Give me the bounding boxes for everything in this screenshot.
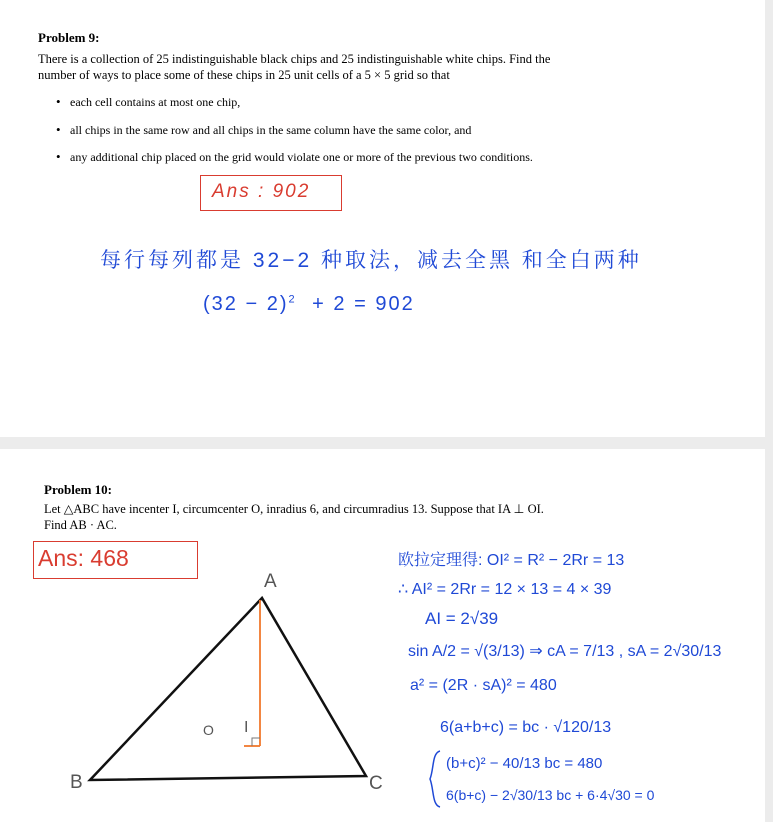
- work-line-2: ∴ AI² = 2Rr = 12 × 13 = 4 × 39: [398, 581, 612, 598]
- work-line-6: 6(a+b+c) = bc · √120/13: [440, 719, 612, 736]
- vertex-c-label: C: [369, 773, 383, 794]
- problem-9-bullet-2: • all chips in the same row and all chips in the same column have the same color, and: [70, 123, 471, 138]
- system-brace: [428, 749, 442, 809]
- work-line-8: 6(b+c) − 2√30/13 bc + 6·4√30 = 0: [446, 787, 655, 803]
- problem-10-answer: Ans: 468: [38, 545, 129, 571]
- problem-9-text-line1: There is a collection of 25 indistinguishable black chips and 25 indistinguishable white chips. Find the: [38, 52, 551, 66]
- note-expression-base: (32 − 2): [203, 293, 289, 315]
- problem-9-bullet-1: • each cell contains at most one chip,: [70, 95, 240, 110]
- problem-9-note-line2: [203, 293, 415, 316]
- point-o-label: O: [203, 722, 214, 738]
- work-line-3: AI = 2√39: [425, 609, 499, 628]
- note-expression-tail: + 2 = 902: [312, 293, 415, 315]
- problem-10-text-line2: Find AB · AC.: [44, 518, 117, 532]
- note-expression-exponent: 2: [288, 293, 297, 306]
- problem-10-title: Problem 10:: [44, 482, 112, 497]
- vertex-b-label: B: [70, 772, 83, 793]
- triangle-diagram: [60, 574, 380, 804]
- triangle-abc: [90, 598, 366, 780]
- vertex-a-label: A: [264, 571, 277, 592]
- point-i-label: I: [244, 719, 249, 736]
- work-line-7: (b+c)² − 40/13 bc = 480: [446, 755, 603, 772]
- right-angle-mark: [252, 738, 260, 746]
- problem-10-text-line1: Let △ABC have incenter I, circumcenter O, inradius 6, and circumradius 13. Suppose that IA ⊥ OI.: [44, 502, 544, 516]
- problem-9-text-line2: number of ways to place some of these chips in 25 unit cells of a 5 × 5 grid so that: [38, 68, 450, 82]
- work-line-5: a² = (2R · sA)² = 480: [410, 677, 557, 694]
- problem-10-page: [0, 449, 765, 822]
- problem-9-note-line1: 每行每列都是 32−2 种取法，减去全黑 和全白两种: [100, 249, 642, 272]
- problem-9-answer: Ans : 902: [212, 181, 311, 202]
- work-line-1: 欧拉定理得: OI² = R² − 2Rr = 13: [398, 552, 625, 569]
- problem-9-title: Problem 9:: [38, 30, 100, 45]
- problem-9-bullet-3: • any additional chip placed on the grid would violate one or more of the previous two conditions.: [70, 150, 533, 165]
- work-line-4: sin A/2 = √(3/13) ⇒ cA = 7/13 , sA = 2√30/13: [408, 643, 722, 660]
